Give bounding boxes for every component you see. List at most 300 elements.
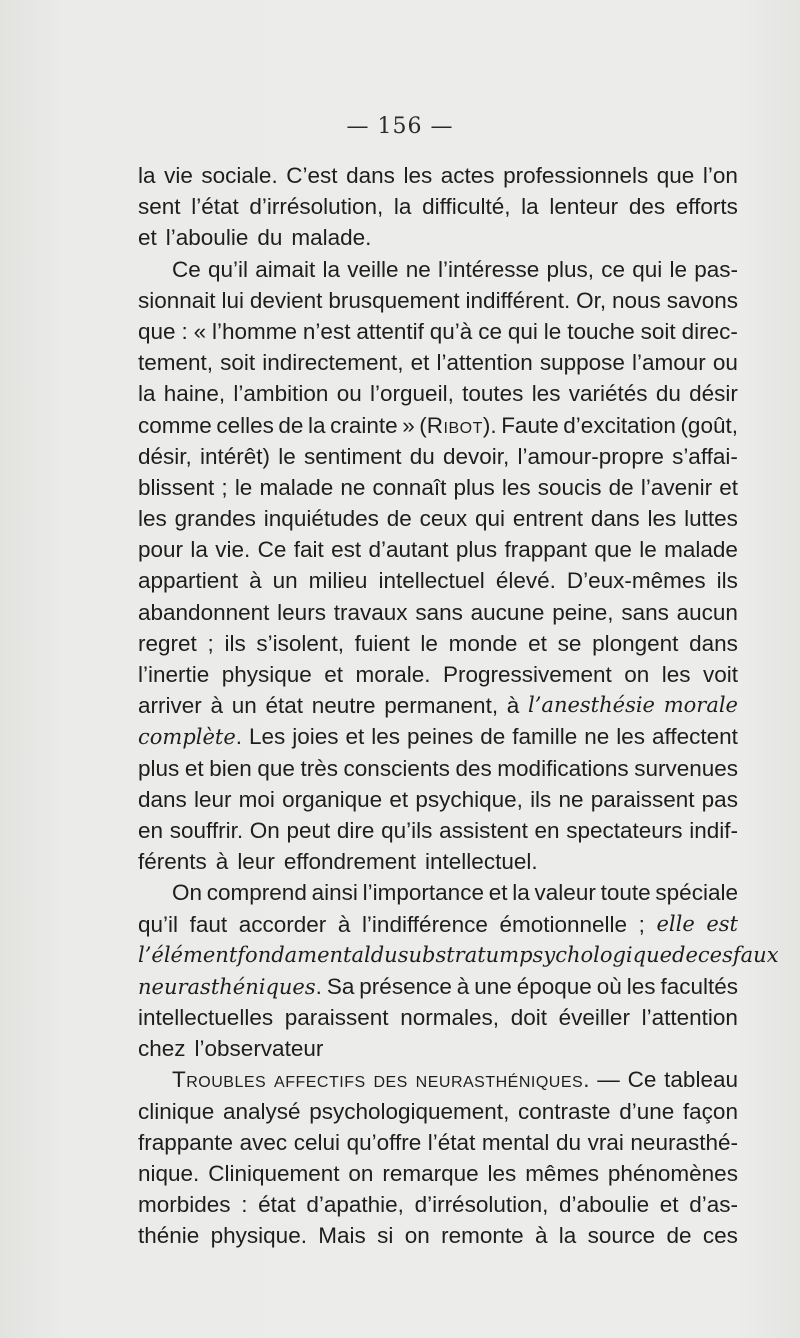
word: la [308,412,326,438]
word: milieu [308,568,368,594]
word: Or, [576,287,607,313]
word: un [231,693,257,719]
text-line [138,472,738,503]
word: les [403,163,433,188]
text-line [138,628,738,659]
word: à [249,568,262,594]
word: de [672,942,698,967]
word: vie. [215,537,251,563]
word: ou [336,381,362,407]
word: les [531,381,561,407]
word: neurasthéniques [138,974,316,999]
word: sionnait [138,287,216,313]
text-line [138,222,738,253]
word: et [659,1192,679,1218]
word: frappant [504,537,588,563]
text-line [138,160,738,191]
text-line [138,254,738,285]
word: émotionnelle [499,911,628,937]
word: dans [138,786,187,812]
word: les [487,1161,517,1186]
word: accorder [238,911,327,937]
word: voit [702,662,738,687]
word: le [234,474,253,500]
word: l’on [702,163,738,188]
word: celui [293,1129,341,1155]
word: inquiétudes [263,506,379,532]
text-line [138,753,738,784]
text-line [138,690,738,721]
word: les [616,724,646,750]
word: clinique [138,1098,215,1124]
word: ils [716,568,738,594]
word: et [410,350,430,376]
word: plongent [592,630,679,656]
word: travaux [333,599,408,625]
word: connaît [372,474,447,500]
word: ces [697,942,733,967]
word: ; [221,474,228,500]
word: « [193,318,207,344]
word: de [666,1223,692,1249]
word: psychologique [519,942,673,967]
word: intellectuel. [425,849,538,875]
word: d’irrésolution, [414,1192,549,1218]
word: l’ambition [233,381,329,407]
word: se [557,630,582,656]
word: doit [510,1005,547,1031]
word: faut [189,911,228,937]
word: l’inertie [138,662,210,687]
word: désir [689,381,738,407]
word: Sa [326,973,355,999]
word: et [345,724,365,750]
text-line [138,565,738,596]
word: ). [482,412,497,438]
word: avec [239,1129,288,1155]
word: moi [238,786,275,812]
word: férents [138,849,207,875]
word: Ribot [426,412,483,438]
word: l’homme [212,318,298,344]
word: à [215,849,229,875]
word: s’affai- [672,443,738,469]
word: le [639,537,657,563]
word: peines [406,724,474,750]
word: variétés [568,381,648,407]
word: leur [237,849,275,875]
word: l’élément [138,942,238,967]
word: joies [292,724,339,750]
word: qui [507,318,538,344]
word: tableau [664,1067,738,1093]
word: on [624,662,650,687]
word: contraste [517,1098,611,1124]
word: mêmes [525,1161,599,1186]
word: à [210,693,223,719]
word: soucis [537,474,602,500]
word: effondrement [283,849,417,875]
word: indifférent. [465,287,571,313]
word: affectent [652,724,738,750]
word: ne [584,724,610,750]
text-line [138,378,738,409]
word: qu’ils [381,817,433,843]
word: ils [530,786,552,812]
word: l’amour [632,350,706,376]
text-line [138,784,738,815]
word: assistent [439,817,528,843]
word: qu’à [429,318,473,344]
word: affectifs [274,1067,366,1093]
word: dans [590,506,640,532]
word: toutes [462,381,524,407]
text-line [138,846,738,877]
word: on [348,1161,374,1186]
word: en [138,817,164,843]
word: ou [712,350,738,376]
word: du [409,443,435,469]
word: ceux [419,506,468,532]
word: dans [346,163,395,188]
word: et [389,786,409,812]
word: sent [138,194,181,220]
word: en [534,817,560,843]
word: s’isolent, [256,630,344,656]
word: chez [138,1036,186,1062]
word [138,721,242,752]
word: actes [440,163,495,188]
word: Ce [172,256,201,282]
word: paraissent [284,1005,389,1031]
word: qu’il [138,911,179,937]
word: morale. [355,662,431,687]
word: normales, [400,1005,500,1031]
text-line [138,940,779,971]
word: à [337,911,351,937]
word: sans [621,599,669,625]
word: arriver [138,693,202,719]
word: lenteur [549,194,619,220]
word: modifications [497,755,629,781]
word: état [258,1192,296,1218]
word: d’aboulie [559,1192,650,1218]
word: : [181,318,188,344]
word: thénie [138,1223,200,1249]
text-line [138,191,738,222]
word: valeur [534,880,596,906]
word: et [324,662,344,687]
word: état [265,693,303,719]
word: appartient [138,568,239,594]
word: et [488,880,508,906]
word: entrent [512,506,583,532]
word: qu’il [207,256,249,282]
word: soit [640,318,676,344]
word: aimait [255,256,316,282]
word: spéciale [655,880,738,906]
word: . [235,724,243,750]
text-line [138,877,738,908]
word: dans [689,630,738,656]
word: aucun [676,599,738,625]
word: fondamental [237,942,371,967]
word: des [455,755,492,781]
word: brusquement [328,287,460,313]
word: époque [516,973,592,999]
word: blissent [138,474,215,500]
word: Les [249,724,286,750]
word: présence [359,973,452,999]
word: une [474,973,512,999]
word: l’aboulie [165,225,249,251]
word: l’attention [641,1005,738,1031]
word: d’excitation [563,412,676,438]
word: professionnels [503,163,649,188]
word: la [393,194,412,220]
word: ne [405,256,431,282]
word: peine, [552,599,614,625]
word: intérêt) [200,443,271,469]
word: permanent, [384,693,499,719]
word: ce [478,318,502,344]
word: sociale. [201,163,278,188]
word: que [257,755,295,781]
word: attentif [356,318,424,344]
word: très [300,755,338,781]
word: monde [448,630,518,656]
word: conscients [343,755,450,781]
word: intellectuelles [138,1005,274,1031]
word: . [583,1067,590,1093]
word: vrai [587,1129,624,1155]
word: l’état [191,194,239,220]
word: » [402,412,415,438]
word: les [138,506,167,532]
word: substratum [397,942,520,967]
word: l’intéresse [437,256,540,282]
word: leur [193,786,232,812]
word: On [172,880,203,906]
text-line [138,909,738,940]
word: d’as- [689,1192,738,1218]
word: désir, [138,443,192,469]
word: élevé. [495,568,556,594]
word: plus, [546,256,595,282]
word: Ce [257,537,287,563]
word: morale [663,693,738,718]
word: ; [207,630,214,656]
word: indirectement, [262,350,404,376]
word: pour [138,537,184,563]
word: le [420,630,438,656]
word: . [315,973,322,999]
word: la [512,880,530,906]
word: On [249,817,280,843]
word: neutre [311,693,376,719]
word: faux [732,942,779,967]
word: du [556,1129,582,1155]
word: Progressivement [442,662,612,687]
word: grandes [174,506,256,532]
word: psychologiquement, [309,1098,510,1124]
word: physique [221,662,312,687]
word: la [138,163,156,188]
word: et [138,225,157,251]
word: du [370,942,398,967]
text-line [138,1096,738,1127]
word: remonte [441,1223,524,1249]
text-line [138,1189,738,1220]
word: ne [558,786,584,812]
word: de [608,474,634,500]
word: à [534,1223,548,1249]
word: tement, [138,350,214,376]
word: indif- [689,817,738,843]
word: des [628,194,666,220]
word: malade [664,537,738,563]
word: ils [224,630,246,656]
text-line [138,534,738,565]
word: l’avenir [640,474,713,500]
word: et [184,755,204,781]
word: devoir, [443,443,510,469]
word: Mais [318,1223,366,1249]
word: spectateurs [566,817,683,843]
word: bien [209,755,252,781]
word: la [521,194,539,220]
word: devient [249,287,323,313]
word: qu’offre [346,1129,422,1155]
word: famille [512,724,578,750]
word: aucune [470,599,545,625]
word: ; [638,911,645,937]
word: savons [666,287,738,313]
word: la [190,537,208,563]
text-line [138,597,738,628]
word: le [543,318,562,344]
word: sentiment [303,443,402,469]
word: de [386,506,412,532]
word: vie [164,163,193,188]
word: abandonnent [138,599,270,625]
word: (goût, [680,412,738,438]
word: touche [567,318,635,344]
word: remarque [382,1161,479,1186]
text-line [138,659,738,690]
word: façon [682,1098,738,1124]
word: plus [138,755,180,781]
text-line [138,347,738,378]
word: lui [221,287,244,313]
word: fait [293,537,324,563]
word: difficulté, [422,194,511,220]
word: survenues [634,755,738,781]
word: les [661,662,691,687]
word: où [596,973,622,999]
word: sans [415,599,463,625]
word: nous [612,287,661,313]
text-line [138,721,738,752]
word: organique [282,786,383,812]
word: à [506,693,520,719]
word: et [719,474,738,500]
word: haine, [163,381,226,407]
word: des [373,1067,408,1093]
word: d’autant [368,537,449,563]
word: le [669,256,687,282]
word: frappante [138,1129,234,1155]
word: la [558,1223,577,1249]
word: Troubles [172,1067,267,1093]
word: elle [656,911,695,936]
word: un [272,568,298,594]
word: soit [220,350,256,376]
word: la [138,381,156,407]
text-line [138,1033,738,1064]
word: neurasthé- [630,1129,738,1155]
word: pas- [694,256,738,282]
word: et [528,630,547,656]
word: : [241,1192,248,1218]
text-line [138,815,738,846]
page-number: — 156 — [346,114,454,139]
word: on [404,1223,430,1249]
word [138,971,322,1002]
word: l’attention [436,350,533,376]
text-line [138,441,738,472]
word: psychique, [415,786,523,812]
word [419,410,496,441]
word: phénomènes [607,1161,738,1186]
word: nique. [138,1161,200,1186]
word: analysé [222,1098,301,1124]
word: malade [259,474,334,500]
word: ainsi [311,880,358,906]
word: veille [347,256,399,282]
text-line [138,503,738,534]
word: ces [702,1223,738,1249]
word: l’observateur [194,1036,324,1062]
word: qui [632,256,663,282]
word: luttes [684,506,738,532]
text-line [138,1127,738,1158]
word: est [706,911,738,936]
word: peut [286,817,331,843]
text-line [138,1158,738,1189]
word: toute [600,880,651,906]
word: morbides [138,1192,231,1218]
word: pas [701,786,738,812]
word: si [377,1223,394,1249]
word: l’importance [362,880,484,906]
word: D’eux-mêmes [566,568,706,594]
word: comprend [206,880,307,906]
word: d’apathie, [306,1192,404,1218]
word: que [594,537,632,563]
word: la [322,256,340,282]
word: neurasthéniques [415,1067,584,1093]
word: plus [455,537,498,563]
word: de [278,412,304,438]
word: regret [138,630,197,656]
word: souffrir. [169,817,244,843]
word: comme [138,412,212,438]
word: complète [138,725,236,750]
word: l’amour-propre [517,443,664,469]
word: du [257,225,283,251]
word: suppose [539,350,625,376]
